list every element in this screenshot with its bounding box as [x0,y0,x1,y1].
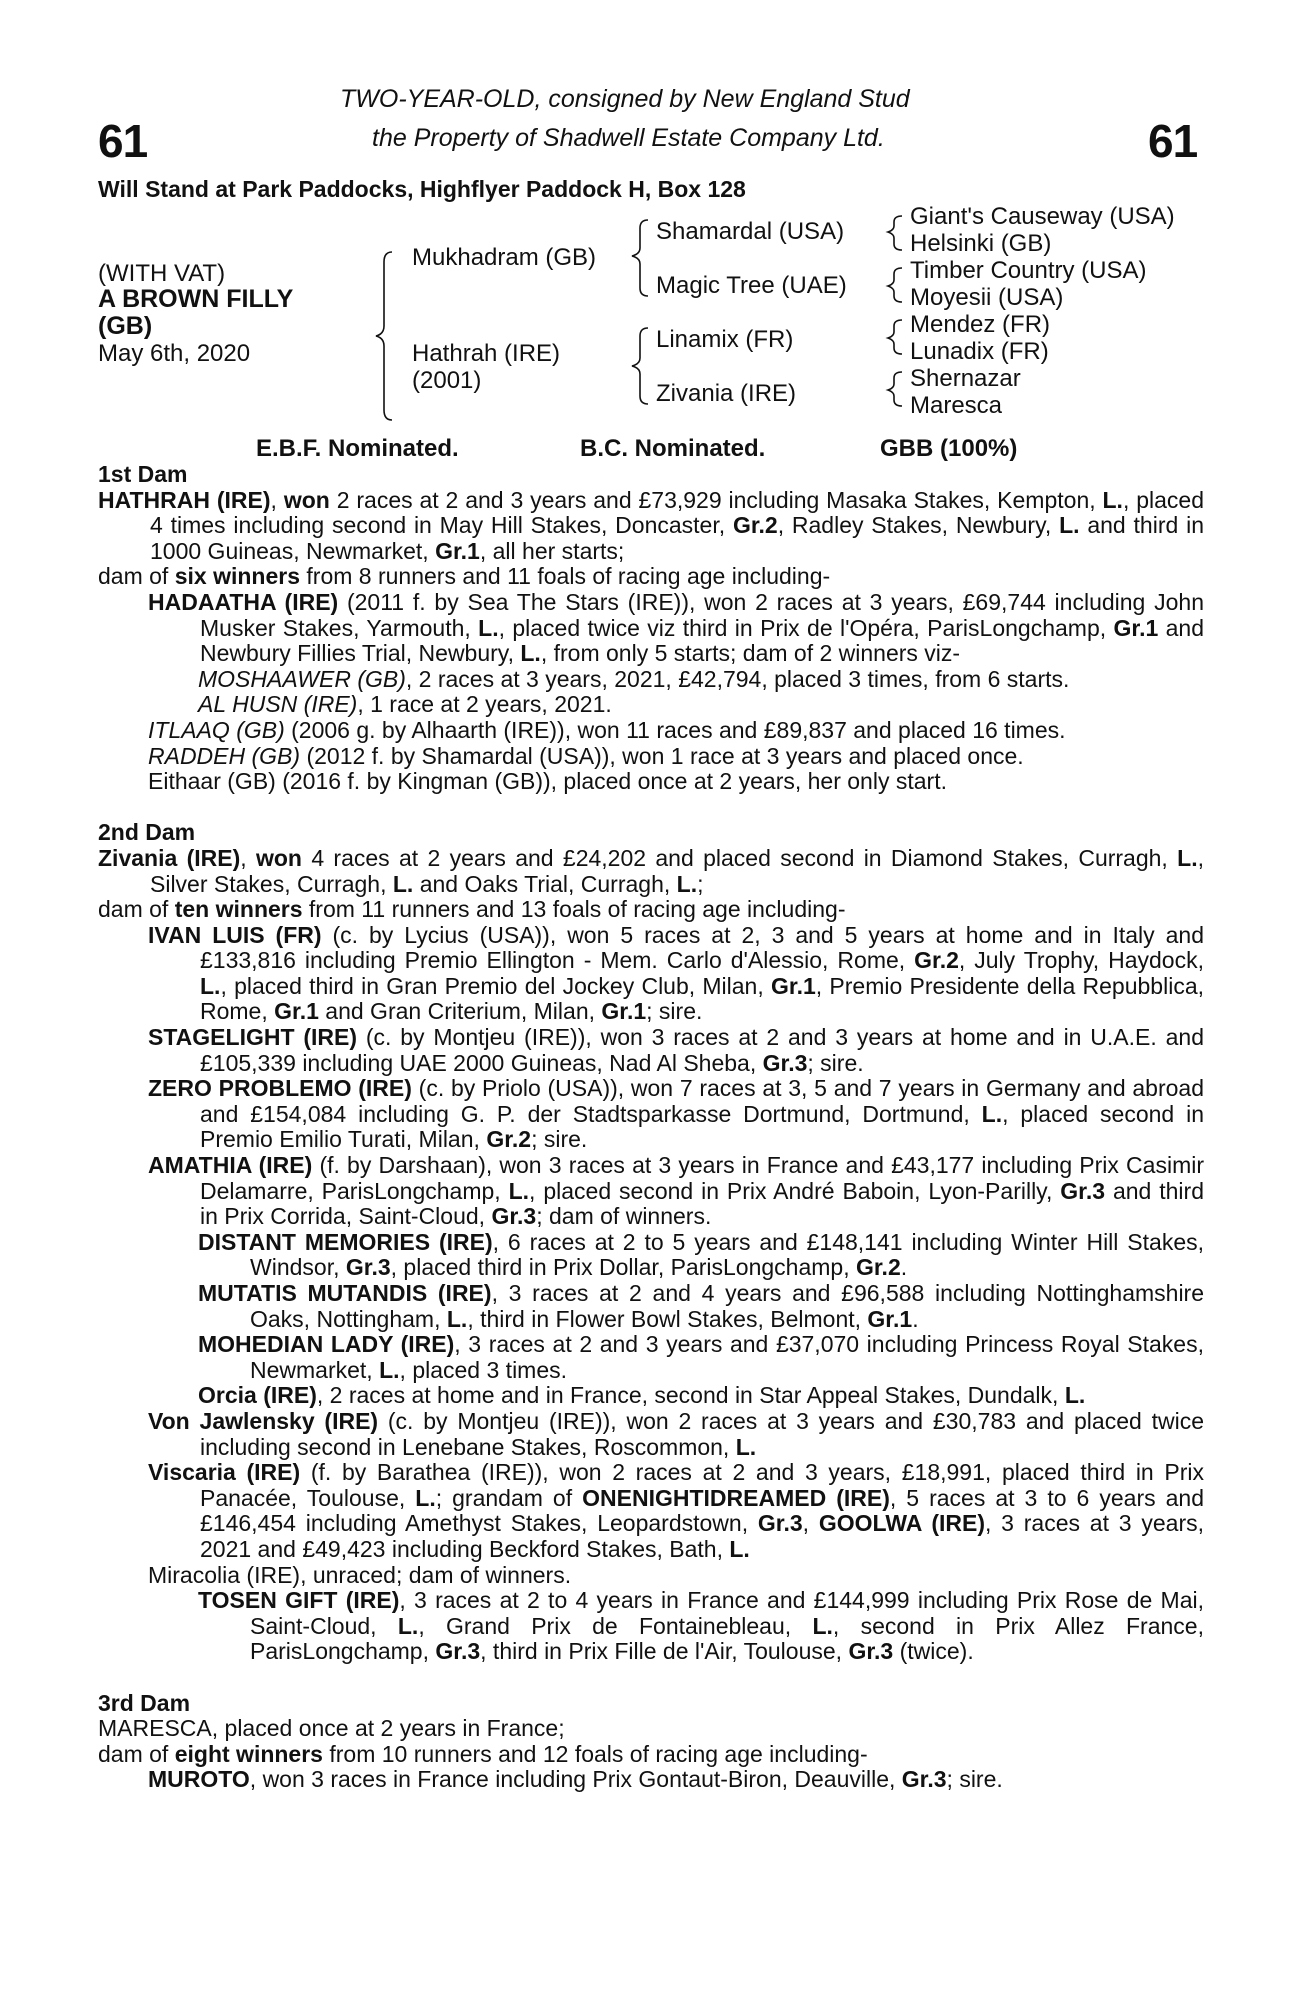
ggparent-7: Shernazar [910,365,1021,392]
dam-dam: Zivania (IRE) [656,380,797,407]
produce-von-jawlensky: Von Jawlensky (IRE) (c. by Montjeu (IRE)), won 2 races at 3 years and £30,783 and placed twice including second in Lenebane Stakes, Roscommon, L. [148,1407,1204,1460]
second-dam-heading: 2nd Dam [98,819,196,846]
produce-ivan-luis: IVAN LUIS (FR) (c. by Lycius (USA)), won 5 races at 2, 3 and 5 years at home and in Italy and £133,816 including Premio Ellington - Mem. Carlo d'Alessio, Rome, Gr.2, July Trophy, Haydock, L., placed third in Gran Premio del Jockey Club, Milan, Gr.1, Premio Presidente della Repubblica, Rome, Gr.1 and Gran Criterium, Milan, Gr.1; sire. [148,921,1204,1025]
lot-number-left: 61 [98,115,148,167]
produce-distant-memories: DISTANT MEMORIES (IRE), 6 races at 2 to 5 years and £148,141 including Winter Hill Stakes, Windsor, Gr.3, placed third in Prix Dollar, ParisLongchamp, Gr.2. [198,1228,1204,1281]
ggparent-4: Moyesii (USA) [910,284,1064,311]
ggparent-5: Mendez (FR) [910,311,1051,338]
produce-zero-problemo: ZERO PROBLEMO (IRE) (c. by Priolo (USA)), won 7 races at 3, 5 and 7 years in Germany and abroad and £154,084 including G. P. der Stadtsparkasse Dortmund, Dortmund, L., placed second in Premio Emilio Turati, Milan, Gr.2; sire. [148,1075,1205,1153]
produce-itlaaq: ITLAAQ (GB) (2006 g. by Alhaarth (IRE)), won 11 races and £89,837 and placed 16 times. [148,716,1066,743]
produce-eithaar: Eithaar (GB) (2016 f. by Kingman (GB)), placed once at 2 years, her only start. [148,768,947,795]
ggparent-3: Timber Country (USA) [910,257,1147,284]
third-dam-heading: 3rd Dam [98,1689,191,1716]
ebf-nominated: E.B.F. Nominated. [256,435,459,462]
third-dam-paragraph: MARESCA, placed once at 2 years in France; [98,1715,565,1742]
produce-amathia: AMATHIA (IRE) (f. by Darshaan), won 3 races at 3 years in France and £43,177 including Prix Casimir Delamarre, ParisLongchamp, L., placed second in Prix André Baboin, Lyon-Parilly, Gr.3 and third in Prix Corrida, Saint-Cloud, Gr.3; dam of winners. [148,1152,1204,1230]
property-line: the Property of Shadwell Estate Company Ltd. [372,124,885,152]
vat-note: (WITH VAT) [98,260,226,287]
produce-muroto: MUROTO, won 3 races in France including Prix Gontaut-Biron, Deauville, Gr.3; sire. [148,1766,1003,1793]
sire: Mukhadram (GB) [412,244,597,271]
catalogue-body [98,462,1204,1793]
produce-moshaawer: MOSHAAWER (GB), 2 races at 3 years, 2021, £42,794, placed 3 times, from 6 starts. [198,665,1070,692]
produce-mohedian-lady: MOHEDIAN LADY (IRE), 3 races at 2 and 3 years and £37,070 including Princess Royal Stakes, Newmarket, L., placed 3 times. [198,1331,1204,1383]
produce-raddeh: RADDEH (GB) (2012 f. by Shamardal (USA)), won 1 race at 3 years and placed once. [148,742,1024,769]
horse-breeding-country: (GB) [98,312,153,340]
nominations [0,435,1314,465]
stand-location: Will Stand at Park Paddocks, Highflyer Paddock H, Box 128 [98,176,746,202]
second-dam-produce-summary: dam of ten winners from 11 runners and 13 foals of racing age including- [98,896,846,923]
sire-dam: Magic Tree (UAE) [656,272,847,299]
first-dam-heading: 1st Dam [98,461,188,487]
produce-miracolia: Miracolia (IRE), unraced; dam of winners. [148,1561,572,1588]
second-dam-paragraph: Zivania (IRE), won 4 races at 2 years and £24,202 and placed second in Diamond Stakes, Curragh, L., Silver Stakes, Curragh, L. and Oaks Trial, Curragh, L.; [98,844,1204,897]
dam: Hathrah (IRE) [412,340,561,367]
produce-tosen-gift: TOSEN GIFT (IRE), 3 races at 2 to 4 years in France and £144,999 including Prix Rose de Mai, Saint-Cloud, L., Grand Prix de Fontainebleau, L., second in Prix Allez France, ParisLongchamp, Gr.3, third in Prix Fille de l'Air, Toulouse, Gr.3 (twice). [198,1587,1204,1665]
foaling-date: May 6th, 2020 [98,340,251,367]
gbb-status: GBB (100%) [880,435,1018,462]
bc-nominated: B.C. Nominated. [580,435,766,462]
third-dam-produce-summary: dam of eight winners from 10 runners and 12 foals of racing age including- [98,1740,868,1767]
sire-sire: Shamardal (USA) [656,218,845,245]
consignor-line: TWO-YEAR-OLD, consigned by New England Stud [340,85,910,113]
produce-viscaria: Viscaria (IRE) (f. by Barathea (IRE)), won 2 races at 2 and 3 years, £18,991, placed third in Prix Panacée, Toulouse, L.; grandam of ONENIGHTIDREAMED (IRE), 5 races at 3 to 6 years and £146,454 including Amethyst Stakes, Leopardstown, Gr.3, GOOLWA (IRE), 3 races at 3 years, 2021 and £49,423 including Beckford Stakes, Bath, L. [148,1459,1205,1562]
produce-hadaatha: HADAATHA (IRE) (2011 f. by Sea The Stars (IRE)), won 2 races at 3 years, £69,744 including John Musker Stakes, Yarmouth, L., placed twice viz third in Prix de l'Opéra, ParisLongchamp, Gr.1 and Newbury Fillies Trial, Newbury, L., from only 5 starts; dam of 2 winners viz- [148,588,1204,667]
ggparent-6: Lunadix (FR) [910,338,1049,365]
first-dam-produce-summary: dam of six winners from 8 runners and 11 foals of racing age including- [98,563,831,590]
dam-year: (2001) [412,367,482,394]
dam-sire: Linamix (FR) [656,326,794,353]
ggparent-8: Maresca [910,392,1003,419]
horse-description: A BROWN FILLY [98,285,294,313]
produce-stagelight: STAGELIGHT (IRE) (c. by Montjeu (IRE)), won 3 races at 2 and 3 years at home and in U.A.E. and £105,339 including UAE 2000 Guineas, Nad Al Sheba, Gr.3; sire. [148,1024,1204,1076]
ggparent-1: Giant's Causeway (USA) [910,203,1175,230]
produce-orcia: Orcia (IRE), 2 races at home and in France, second in Star Appeal Stakes, Dundalk, L. [198,1382,1086,1409]
first-dam-paragraph: HATHRAH (IRE), won 2 races at 2 and 3 years and £73,929 including Masaka Stakes, Kempton, L., placed 4 times including second in May Hill Stakes, Doncaster, Gr.2, Radley Stakes, Newbury, L. and third in 1000 Guineas, Newmarket, Gr.1, all her starts; [98,486,1204,564]
produce-mutatis-mutandis: MUTATIS MUTANDIS (IRE), 3 races at 2 and 4 years and £96,588 including Nottinghamshire Oaks, Nottingham, L., third in Flower Bowl Stakes, Belmont, Gr.1. [198,1280,1204,1332]
produce-al-husn: AL HUSN (IRE), 1 race at 2 years, 2021. [198,691,612,718]
lot-number-right: 61 [1148,115,1198,167]
ggparent-2: Helsinki (GB) [910,230,1052,257]
